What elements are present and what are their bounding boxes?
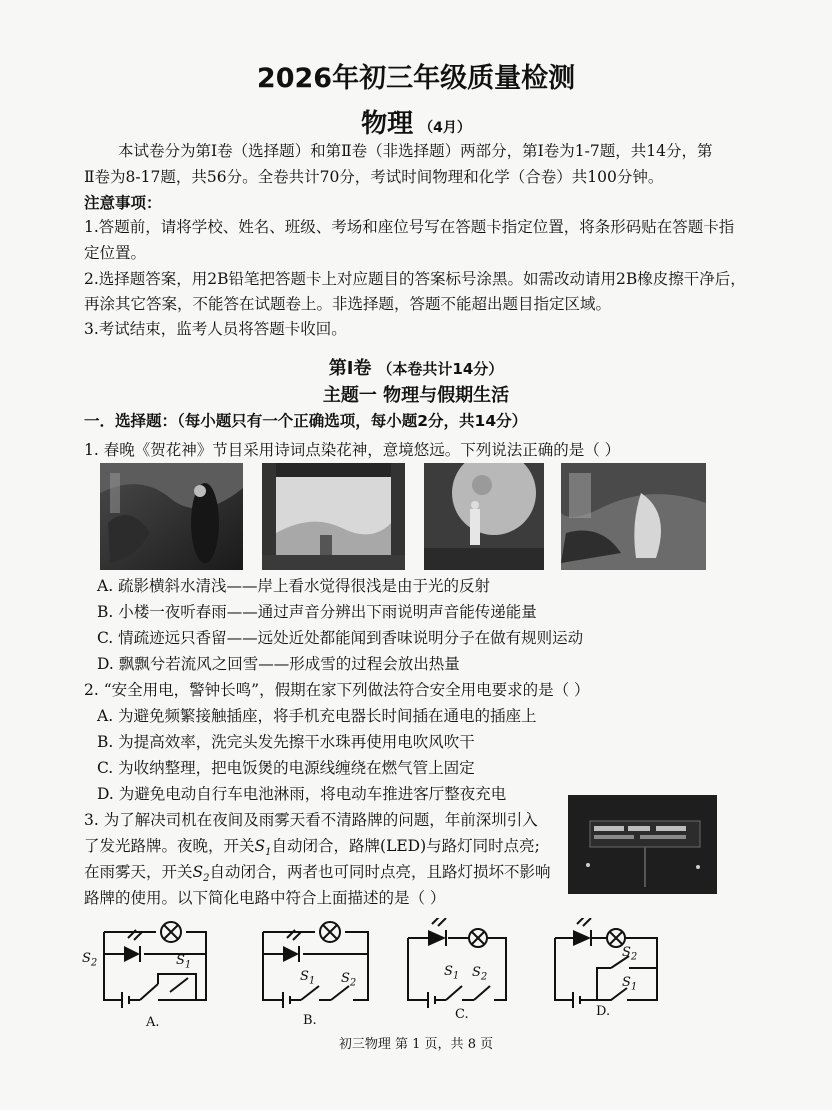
- note-1a: 1.答题前，请将学校、姓名、班级、考场和座位号写在答题卡指定位置，将条形码贴在答题卡指: [84, 218, 735, 236]
- circuit-a-diagram: [96, 912, 226, 1012]
- q3-line-3a: 在雨雾天，开关: [84, 863, 193, 881]
- notes-heading: 注意事项：: [84, 194, 162, 212]
- circuit-c-diagram: [402, 918, 532, 1013]
- note-2a: 2.选择题答案，用2B铅笔把答题卡上对应题目的答案标号涂黑。如需改动请用2B橡皮擦干净后，: [84, 270, 746, 288]
- q2-option-b: B. 为提高效率，洗完头发先擦干水珠再使用电吹风吹干: [97, 733, 475, 751]
- theme-heading: 主题一 物理与假期生活: [322, 385, 510, 406]
- q2-option-d: D. 为避免电动自行车电池淋雨，将电动车推进客厅整夜充电: [97, 785, 507, 803]
- q3-switch-s2: [192, 863, 210, 885]
- circuit-b-s2-letter: S: [341, 971, 350, 986]
- q2-stem: 2. “安全用电，警钟长鸣”，假期在家下列做法符合安全用电要求的是（ ）: [84, 681, 590, 699]
- circuit-c-s1-sub: 1: [452, 970, 460, 982]
- circuit-c-label: C.: [455, 1007, 469, 1022]
- circuit-a-s1-sub: 1: [184, 959, 192, 971]
- circuit-c-s2: [472, 965, 487, 983]
- circuit-c-s1: [444, 964, 459, 982]
- circuit-d-s1-sub: 1: [630, 981, 638, 993]
- q3-line-1: 3. 为了解决司机在夜间及雨雾天看不清路牌的问题，年前深圳引入: [84, 811, 538, 829]
- note-3: 3.考试结束，监考人员将答题卡收回。: [84, 320, 347, 338]
- q3-line-4: 路牌的使用。以下简化电路中符合上面描述的是（ ）: [84, 889, 446, 907]
- circuit-b-diagram: [253, 912, 383, 1012]
- q1-option-c: C. 情疏迹远只香留——远处近处都能闻到香味说明分子在做有规则运动: [97, 629, 584, 647]
- circuit-d-s1: [622, 975, 637, 993]
- q3-line-2b: 自动闭合，路牌(LED)与路灯同时点亮;: [271, 837, 540, 855]
- q2-option-a: A. 为避免频繁接触插座，将手机充电器长时间插在通电的插座上: [97, 707, 537, 725]
- q2-option-c: C. 为收纳整理，把电饭煲的电源线缠绕在燃气管上固定: [97, 759, 475, 777]
- question-type-heading: 一．选择题：（每小题只有一个正确选项，每小题2分，共14分）: [84, 412, 528, 430]
- q1-photo-1: [100, 463, 243, 570]
- subject-month: （4月）: [419, 120, 471, 136]
- circuit-a-s1-letter: S: [176, 953, 185, 968]
- circuit-b-label: B.: [303, 1013, 317, 1028]
- circuit-c-s2-sub: 2: [480, 971, 488, 983]
- part-note: （本卷共计14分）: [377, 360, 504, 378]
- circuit-d-s2-sub: 2: [630, 951, 638, 963]
- q3-s2-sub: 2: [203, 873, 210, 885]
- q1-stem: 1. 春晚《贺花神》节目采用诗词点染花神，意境悠远。下列说法正确的是（ ）: [84, 441, 621, 459]
- circuit-b-s2: [341, 971, 356, 989]
- circuit-b-s2-sub: 2: [349, 977, 357, 989]
- circuit-a-label: A.: [146, 1015, 160, 1030]
- q1-option-a: A. 疏影横斜水清浅——岸上看水觉得很浅是由于光的反射: [97, 577, 491, 595]
- circuit-b-s1-letter: S: [300, 969, 309, 984]
- note-2b: 再涂其它答案，不能答在试题卷上。非选择题，答题不能超出题目指定区域。: [84, 295, 612, 313]
- q3-s1-sub: 1: [265, 847, 272, 859]
- q3-line-3b: 自动闭合，两者也可同时点亮，且路灯损坏不影响: [209, 863, 551, 881]
- q1-option-b: B. 小楼一夜听春雨——通过声音分辨出下雨说明声音能传递能量: [97, 603, 537, 621]
- page-footer: 初三物理 第 1 页，共 8 页: [338, 1037, 494, 1052]
- circuit-c-s1-letter: S: [444, 964, 453, 979]
- q3-line-2a: 了发光路牌。夜晚，开关: [84, 837, 255, 855]
- subject-name: 物理: [361, 109, 414, 139]
- q1-photo-3: [424, 463, 544, 570]
- q3-switch-s1: [254, 837, 272, 859]
- section-part-heading: [0, 354, 832, 380]
- q1-photo-2: [262, 463, 405, 570]
- q3-photo-road-sign: [568, 795, 717, 894]
- intro-line-2: Ⅱ卷为8-17题，共56分。全卷共计70分，考试时间物理和化学（合卷）共100分钟。: [84, 168, 664, 186]
- circuit-a-s2-sub: 2: [90, 957, 98, 969]
- q1-option-d: D. 飘飘兮若流风之回雪——形成雪的过程会放出热量: [97, 655, 460, 673]
- circuit-d-s1-letter: S: [622, 975, 631, 990]
- circuit-a-s2-letter: S: [82, 951, 91, 966]
- circuit-b-s1: [300, 969, 315, 987]
- circuit-a-s1: [176, 953, 191, 971]
- circuit-c-s2-letter: S: [472, 965, 481, 980]
- circuit-d-s2-letter: S: [622, 945, 631, 960]
- exam-title: 2026年初三年级质量检测: [256, 63, 576, 94]
- q1-photo-4: [561, 463, 706, 570]
- q3-s1-letter: S: [254, 837, 266, 855]
- subject-heading: [0, 103, 832, 140]
- q3-s2-letter: S: [192, 863, 204, 881]
- circuit-a-s2: [82, 951, 97, 969]
- circuit-b-s1-sub: 1: [308, 975, 316, 987]
- part-label: 第Ⅰ卷: [328, 358, 372, 379]
- circuit-d-s2: [622, 945, 637, 963]
- note-1b: 定位置。: [84, 244, 147, 262]
- circuit-d-label: D.: [596, 1004, 611, 1019]
- circuit-d-diagram: [551, 918, 671, 1013]
- intro-line-1: 本试卷分为第Ⅰ卷（选择题）和第Ⅱ卷（非选择题）两部分，第Ⅰ卷为1-7题，共14分，第: [118, 142, 713, 160]
